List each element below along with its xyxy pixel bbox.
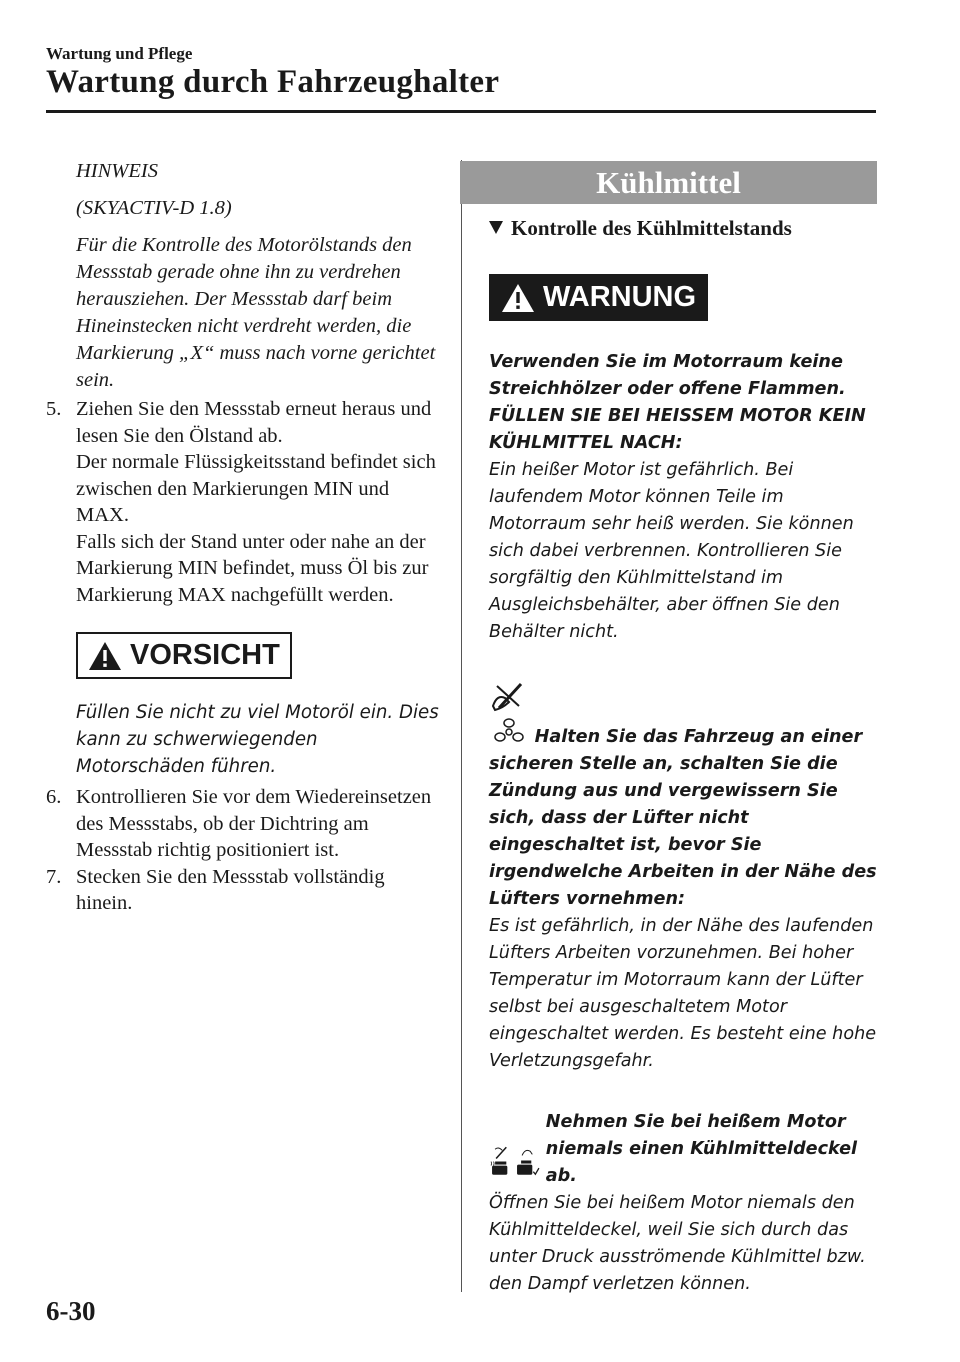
fan-warning-heading: Halten Sie das Fahrzeug an einer sicheren Stelle an, schalten Sie die Zündung aus und vergewissern Sie sich, dass der Lüfter nicht eingeschaltet ist, bevor Sie irgendwelche Arbeiten in der Nähe des Lüfters vornehmen: [489,727,877,909]
note-variant: (SKYACTIV-D 1.8) [76,197,232,219]
section-label: Wartung und Pflege [46,44,193,63]
cap-warning-heading: Nehmen Sie bei heißem Motor niemals einen Kühlmitteldeckel ab. [545,1112,858,1186]
cap-warning-text: Öffnen Sie bei heißem Motor niemals den Kühlmitteldeckel, weil Sie sich durch das unter Druck ausströmende Kühlmittel bzw. den Dampf verletzen können. [489,1193,866,1294]
step-5-line-3: Falls sich der Stand unter oder nahe an der Markierung MIN befindet, muss Öl bis zur Markierung MAX nachgefüllt werden. [76,530,429,606]
warning-hot-engine-heading: FÜLLEN SIE BEI HEISSEM MOTOR KEIN KÜHLMITTEL NACH: [489,406,866,453]
hot-reservoir-icon [489,1132,509,1190]
step-6-number: 6. [46,786,62,808]
column-divider [461,160,462,1292]
subheading-text: Kontrolle des Kühlmittelstands [511,216,792,240]
fan-icon [489,718,529,746]
cool-reservoir-check-icon [515,1132,539,1190]
step-7-number: 7. [46,865,62,888]
step-5-line-2: Der normale Flüssigkeitsstand befindet sich zwischen den Markierungen MIN und MAX. [76,451,436,526]
caution-badge [76,632,292,679]
cap-warning [489,1109,879,1298]
step-6 [46,784,446,864]
left-column [46,158,446,917]
fan-warning [489,680,879,1075]
warning-flames: Verwenden Sie im Motorraum keine Streichhölzer oder offene Flammen. [489,352,846,399]
warning-hot-engine-text: Ein heißer Motor ist gefährlich. Bei laufendem Motor können Teile im Motorraum sehr heiß werden. Sie können sich dabei verbrennen. Kontrollieren Sie sorgfältig den Kühlmittelstand im Ausgleichsbehälter, aber öffnen Sie den Behälter nicht. [489,460,854,642]
section-band-title: Kühlmittel [460,161,877,204]
step-5 [46,396,446,608]
step-6-text: Kontrollieren Sie vor dem Wiedereinsetzen des Messstabs, ob der Dichtring am Messstab richtig positioniert ist. [76,786,432,861]
page-number: 6-30 [46,1296,96,1326]
subheading [489,216,792,241]
note-title: HINWEIS [76,160,158,182]
cap-icons [489,1109,879,1190]
warning-triangle-icon [88,641,122,671]
warning-triangle-icon [501,283,535,313]
note-body: Für die Kontrolle des Motorölstands den Messstab gerade ohne ihn zu verdrehen herausziehen. Der Messstab darf beim Hineinstecken nicht verdreht werden, die Markierung „X“ muss nach vorne gerichtet sein. [76,234,436,391]
page-title: Wartung durch Fahrzeughalter [46,64,500,100]
fan-warning-text: Es ist gefährlich, in der Nähe des laufenden Lüfters Arbeiten vorzunehmen. Bei hoher Temperatur im Motorraum kann der Lüfter selbst bei ausgeschaltetem Motor eingeschaltet werden. Es besteht eine hohe Verletzungsgefahr. [489,916,877,1071]
caution-badge-wrap [46,632,446,679]
caution-label: VORSICHT [130,639,280,671]
header-rule [46,110,876,113]
step-7 [46,864,446,917]
note-block [46,158,446,394]
warning-body [489,349,879,1298]
triangle-bullet-icon [489,221,503,234]
step-5-number: 5. [46,398,62,420]
no-hand-tool-icon [489,680,525,712]
right-column [489,274,879,1298]
warning-label: WARNUNG [543,281,697,313]
warning-badge [489,274,708,321]
step-5-line-1: Ziehen Sie den Messstab erneut heraus und lesen Sie den Ölstand ab. [76,398,432,447]
caution-text: Füllen Sie nicht zu viel Motoröl ein. Dies kann zu schwerwiegenden Motorschäden führen. [76,702,439,777]
step-7-text: Stecken Sie den Messstab vollständig hinein. [76,865,385,914]
fan-icons [489,680,879,712]
